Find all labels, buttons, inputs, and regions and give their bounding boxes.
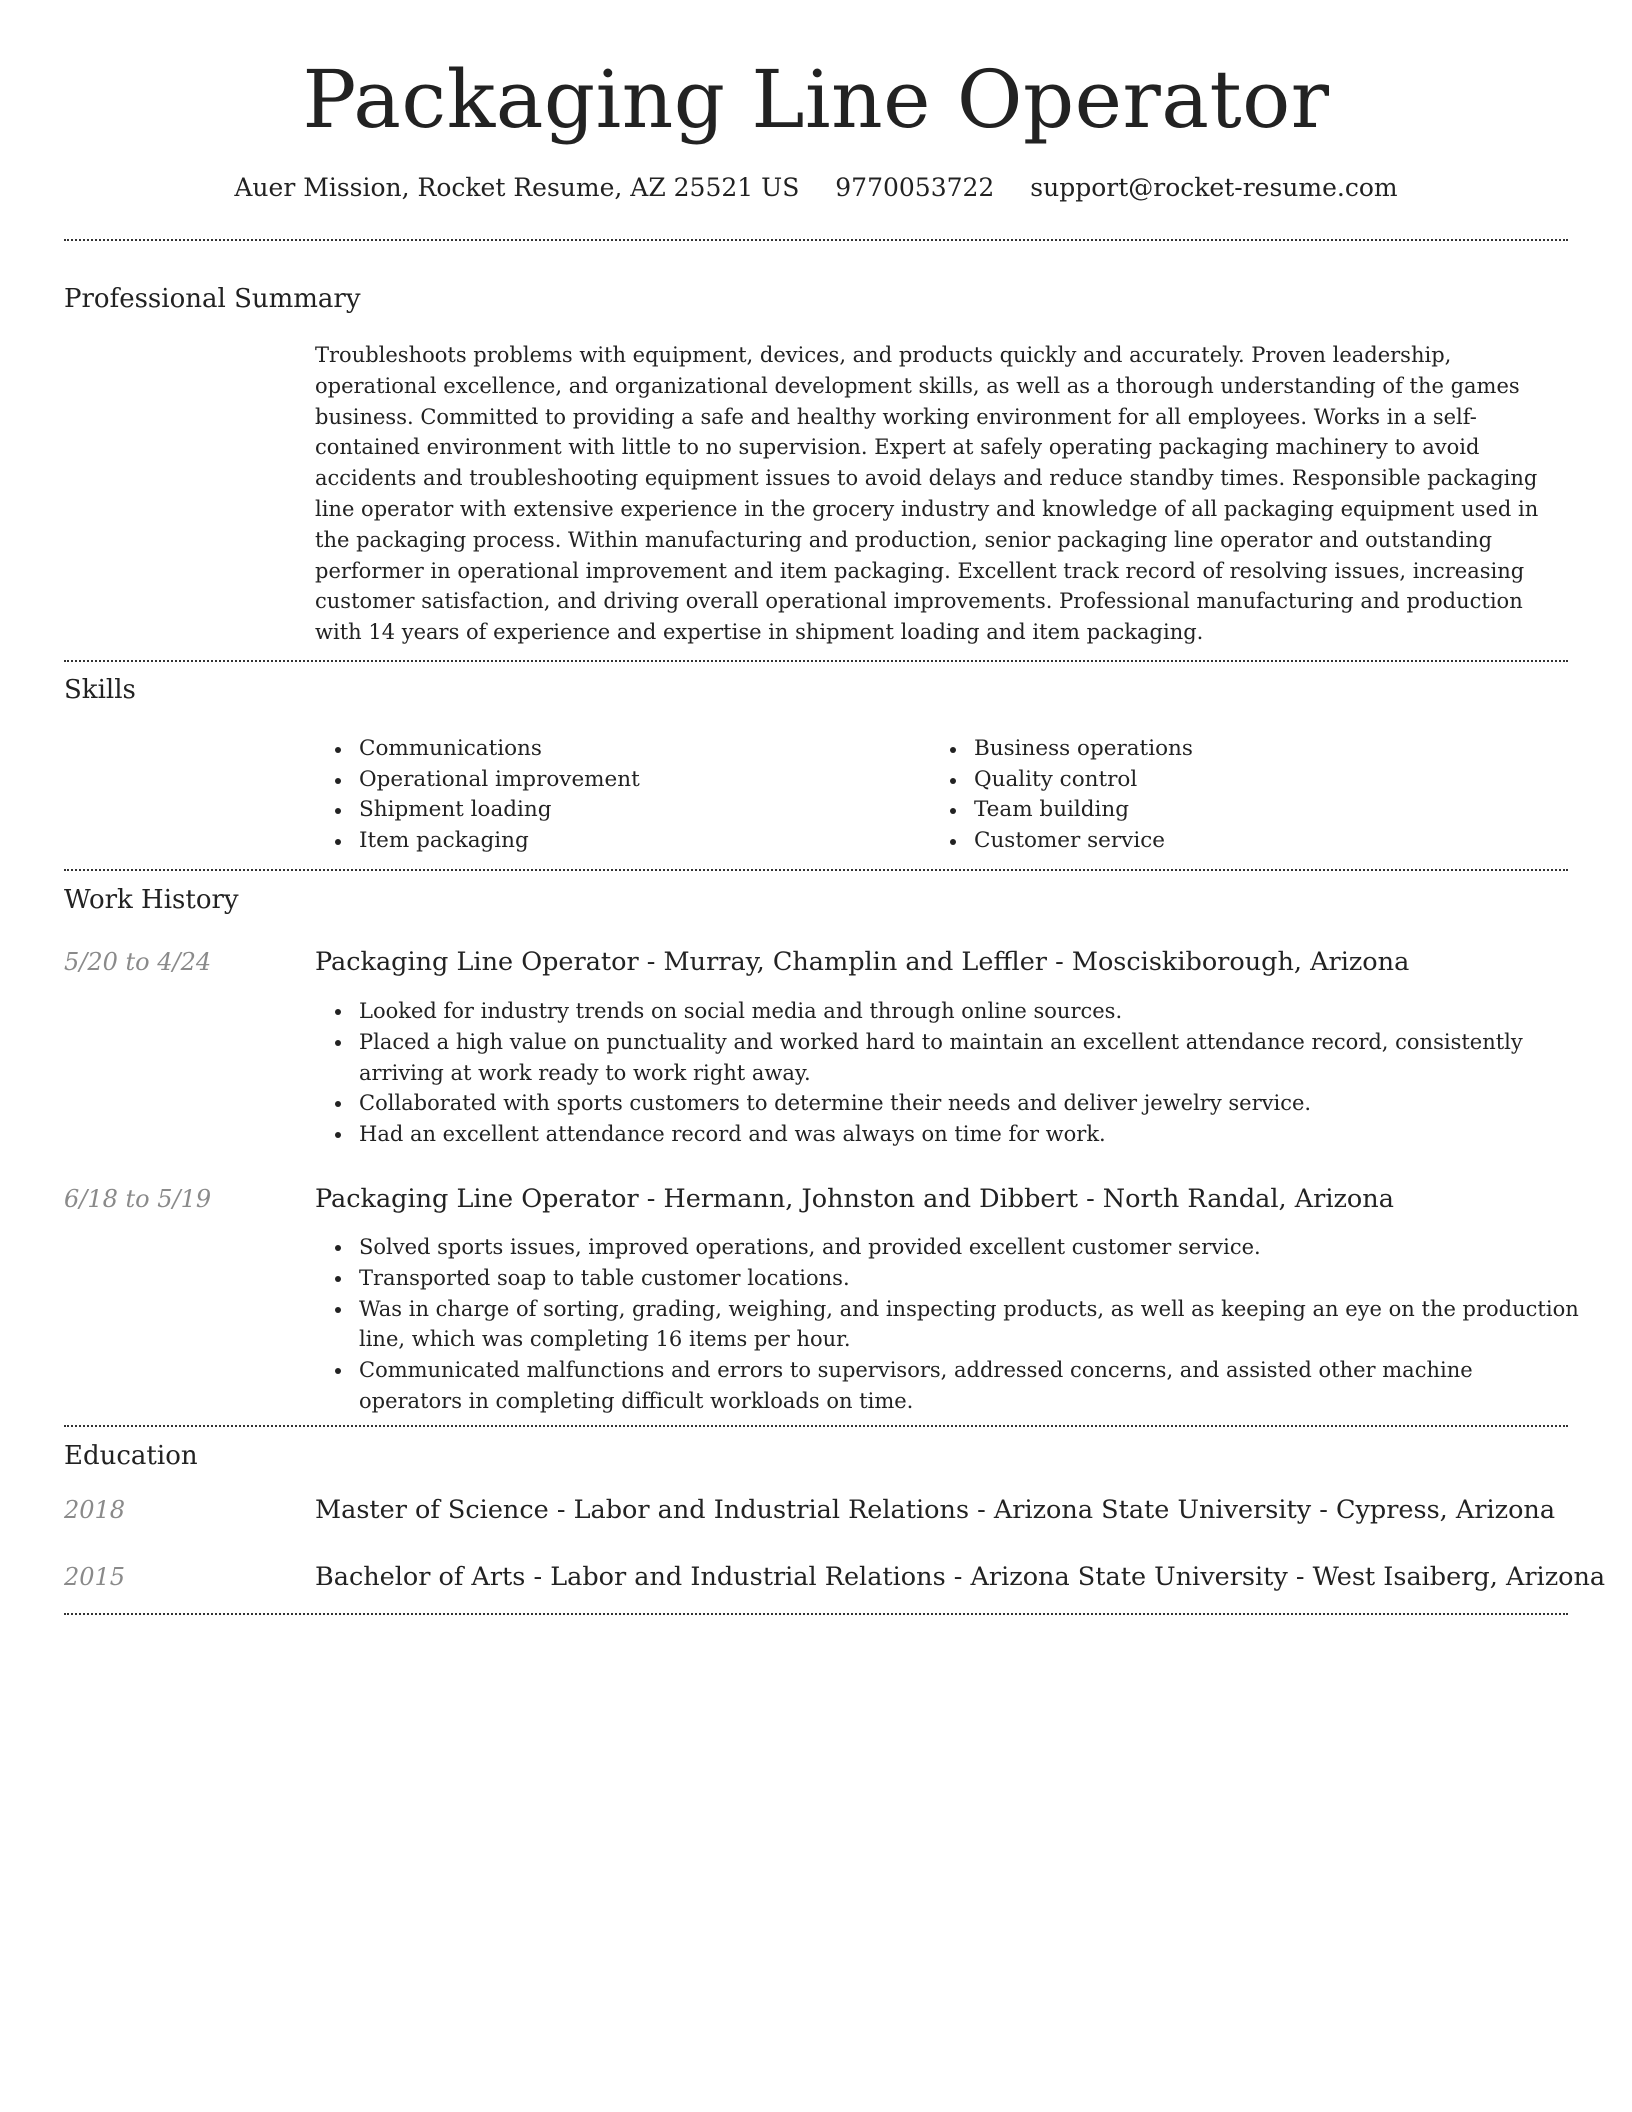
contact-phone: 9770053722 [835, 173, 995, 202]
skill-item: Customer service [974, 826, 1534, 857]
job-bullet: Solved sports issues, improved operations, and provided excellent customer service. [359, 1232, 1579, 1263]
education-school: Arizona State University [993, 1495, 1312, 1525]
education-location: West Isaiberg, Arizona [1312, 1562, 1606, 1592]
education-degree: Master of Science [315, 1495, 549, 1525]
skill-item: Quality control [974, 765, 1534, 796]
skills-heading: Skills [64, 675, 136, 705]
education-heading: Education [64, 1441, 198, 1471]
education-entry: Master of Science - Labor and Industrial Relations - Arizona State University - Cypress, Arizona [315, 1495, 1556, 1525]
skill-item: Business operations [974, 734, 1534, 765]
job-dates: 5/20 to 4/24 [64, 948, 212, 976]
skill-item: Communications [359, 734, 919, 765]
skill-item: Shipment loading [359, 795, 919, 826]
education-field: Labor and Industrial Relations [573, 1495, 970, 1525]
job-bullet: Communicated malfunctions and errors to supervisors, addressed concerns, and assisted other machine operators in completing difficult workloads on time. [359, 1355, 1579, 1417]
job-company: Hermann, Johnston and Dibbert [663, 1184, 1078, 1214]
education-location: Cypress, Arizona [1335, 1495, 1556, 1525]
education-entry: Bachelor of Arts - Labor and Industrial Relations - Arizona State University - West Isaiberg, Arizona [315, 1562, 1606, 1592]
section-divider [64, 1425, 1568, 1427]
job-location: Mosciskiborough, Arizona [1071, 947, 1410, 977]
job-bullet: Collaborated with sports customers to determine their needs and deliver jewelry service. [359, 1088, 1579, 1119]
job-heading: Packaging Line Operator - Murray, Champlin and Leffler - Mosciskiborough, Arizona [315, 947, 1410, 977]
work-history-heading: Work History [64, 885, 239, 915]
summary-text: Troubleshoots problems with equipment, devices, and products quickly and accurately. Proven leadership, operational excellence, and organizational development skills, as well as a thorough understanding of the games business. Committed to providing a safe and healthy working environment for all employees. Works in a self-contained environment with little to no supervision. Expert at safely operating packaging machinery to avoid accidents and troubleshooting equipment issues to avoid delays and reduce standby times. Responsible packaging line operator with extensive experience in the grocery industry and knowledge of all packaging equipment used in the packaging process. Within manufacturing and production, senior packaging line operator and outstanding performer in operational improvement and item packaging. Excellent track record of resolving issues, increasing customer satisfaction, and driving overall operational improvements. Professional manufacturing and production with 14 years of experience and expertise in shipment loading and item packaging. [315, 343, 1539, 645]
summary-heading: Professional Summary [64, 284, 361, 314]
job-company: Murray, Champlin and Leffler [663, 947, 1047, 977]
job-bullet: Was in charge of sorting, grading, weighing, and inspecting products, as well as keeping an eye on the production line, which was completing 16 items per hour. [359, 1294, 1579, 1356]
job-bullet: Placed a high value on punctuality and worked hard to maintain an excellent attendance record, consistently arriving at work ready to work right away. [359, 1027, 1579, 1089]
education-field: Labor and Industrial Relations [550, 1562, 946, 1592]
job-role: Packaging Line Operator [315, 947, 639, 977]
section-divider [64, 869, 1568, 871]
job-bullets [315, 1232, 1579, 1417]
skill-item: Team building [974, 795, 1534, 826]
job-bullet: Looked for industry trends on social media and through online sources. [359, 996, 1579, 1027]
education-year: 2015 [64, 1563, 126, 1591]
section-divider [64, 239, 1568, 241]
skills-list-left [315, 734, 919, 856]
education-school: Arizona State University [970, 1562, 1288, 1592]
contact-email: support@rocket-resume.com [1030, 173, 1398, 202]
contact-address: Auer Mission, Rocket Resume, AZ 25521 US [234, 173, 800, 202]
job-dates: 6/18 to 5/19 [64, 1185, 212, 1213]
education-degree: Bachelor of Arts [315, 1562, 526, 1592]
job-bullets [315, 996, 1579, 1150]
section-divider [64, 1613, 1568, 1615]
job-location: North Randal, Arizona [1102, 1184, 1394, 1214]
job-role: Packaging Line Operator [315, 1184, 639, 1214]
section-divider [64, 660, 1568, 662]
job-bullet: Had an excellent attendance record and was always on time for work. [359, 1119, 1579, 1150]
candidate-name: Packaging Line Operator [302, 53, 1330, 146]
skills-list-right [930, 734, 1534, 856]
education-year: 2018 [64, 1496, 126, 1524]
contact-line [64, 170, 1568, 206]
skill-item: Item packaging [359, 826, 919, 857]
skill-item: Operational improvement [359, 765, 919, 796]
job-bullet: Transported soap to table customer locations. [359, 1263, 1579, 1294]
job-heading: Packaging Line Operator - Hermann, Johnston and Dibbert - North Randal, Arizona [315, 1184, 1394, 1214]
